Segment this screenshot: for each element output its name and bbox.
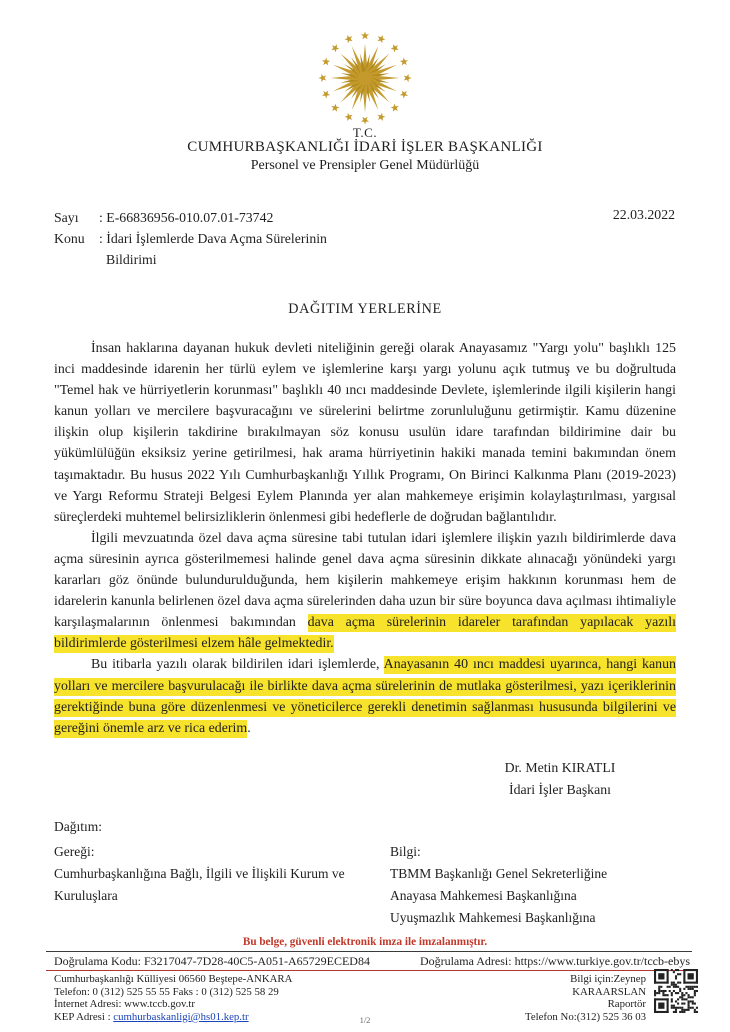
internet-line: İnternet Adresi: www.tccb.gov.tr bbox=[54, 998, 196, 1011]
page-number: 1/2 bbox=[359, 1015, 371, 1025]
distribution-geregi-column bbox=[54, 841, 390, 929]
distribution-block bbox=[54, 816, 676, 929]
konu-row bbox=[54, 228, 327, 249]
sayi-row bbox=[54, 207, 327, 228]
sayi-label: Sayı bbox=[54, 210, 79, 225]
konu-label: Konu bbox=[54, 231, 85, 246]
contact-person-line: Bilgi için:Zeynep bbox=[570, 973, 646, 985]
konu-row-2 bbox=[54, 249, 327, 270]
header-tc: T.C. bbox=[352, 125, 378, 140]
presidential-seal-icon bbox=[317, 30, 413, 126]
document-date: 22.03.2022 bbox=[612, 207, 675, 222]
paragraph-2-text: İlgili mevzuatında özel dava açma süresine tabi tutulan idari işlemlere ilişkin yazılı bildirimlerde dava açma süresinin ayrıca gösterilmemesi halinde genel dava açma süresinin dikkate alınacağı yönündeki yargı kararları göz önünde bulundurulduğunda, hem kişilerin mahkemeye erişim hakkının korunması hem de idarelerin kanunla belirlenen özel dava açma sürelerinden daha uzun bir süre boyunca dava açılması ihtimaliyle karşılaşmalarının önlenmesi bakımından bbox=[54, 530, 676, 631]
phone-line: Telefon: 0 (312) 525 55 55 Faks : 0 (312) 525 58 29 bbox=[54, 985, 279, 998]
paragraph-1-text: İnsan haklarına dayanan hukuk devleti niteliğinin gereği olarak Anayasamız "Yargı yolu" başlıklı 125 inci maddesinde idarenin her türlü eylem ve işlemlerine karşı yargı yolunu açık tutmuş ve bu doğrultuda "Temel hak ve hürriyetlerin korunması" başlıklı 40 ıncı maddesinde Devlete, işlemlerinde ilgili kişilerin hangi kanun yolları ve mercilere başvuracağını ve sürelerini belirtme zorunluluğunu getirmiştir. Kamu düzenine ilişkin olup kişilerin takdirine bırakılmayan söz konusu usulün idare tarafından bildirimine dair bu yükümlülüğün eksiksiz yerine getirilmesi, hak arama hürriyetinin hakiki manada temini bakımından önem taşımaktadır. Bu husus 2022 Yılı Cumhurbaşkanlığı Yıllık Programı, On Birinci Kalkınma Planı (2019-2023) ve Yargı Reformu Strateji Belgesi Eylem Planında yer alan mahkemeye erişimin kolaylaştırılması, yargısal süreçlerdeki muhtemel belirsizliklerin önlenmesi gibi hedeflerle de doğrudan bağlantılıdır. bbox=[54, 341, 676, 525]
bilgi-label: Bilgi: bbox=[390, 844, 421, 859]
kep-label: KEP Adresi : bbox=[54, 1010, 114, 1023]
qr-code-icon bbox=[654, 969, 698, 1013]
paragraph-1 bbox=[54, 338, 676, 528]
verification-address: Doğrulama Adresi: https://www.turkiye.gov.tr/tccb-ebys bbox=[419, 954, 690, 968]
contact-person-line: Raportör bbox=[607, 998, 646, 1011]
document-meta bbox=[54, 207, 327, 270]
bilgi-item: Uyuşmazlık Mahkemesi Başkanlığına bbox=[390, 910, 596, 925]
paragraph-2 bbox=[54, 528, 676, 655]
konu-value-line1: : İdari İşlemlerde Dava Açma Sürelerinin bbox=[99, 231, 327, 246]
konu-value-line2: Bildirimi bbox=[106, 252, 157, 267]
paragraph-3-text: Bu itibarla yazılı olarak bildirilen idari işlemlerde, bbox=[91, 657, 384, 673]
distribution-title: Dağıtım: bbox=[54, 819, 102, 834]
contact-person-line: Telefon No:(312) 525 36 03 bbox=[525, 1010, 646, 1023]
footer-divider-top bbox=[46, 951, 692, 952]
contact-person-line: KARAARSLAN bbox=[572, 985, 646, 998]
address-line: Cumhurbaşkanlığı Külliyesi 06560 Beştepe-ANKARA bbox=[54, 973, 293, 985]
bilgi-item: TBMM Başkanlığı Genel Sekreterliğine bbox=[390, 866, 608, 881]
header-title: CUMHURBAŞKANLIĞI İDARİ İŞLER BAŞKANLIĞI bbox=[187, 139, 543, 155]
verification-code: Doğrulama Kodu: F3217047-7D28-40C5-A051-A65729ECED84 bbox=[54, 954, 370, 968]
footer-divider-red bbox=[46, 970, 692, 971]
letter-body bbox=[54, 338, 676, 739]
esignature-notice: Bu belge, güvenli elektronik imza ile imzalanmıştır. bbox=[242, 936, 488, 948]
distribution-bilgi-column bbox=[390, 841, 676, 929]
paragraph-3-tail: . bbox=[247, 720, 251, 736]
signer-name: Dr. Metin KIRATLI bbox=[504, 760, 616, 775]
highlighted-text-1: dava açma sürelerinin idareler tarafından yapılacak yazılı bildirimlerde gösterilmesi elzem hâle gelmektedir. bbox=[54, 615, 676, 652]
geregi-text: Cumhurbaşkanlığına Bağlı, İlgili ve İlişkili Kurum ve Kuruluşlara bbox=[54, 866, 345, 903]
signer-title: İdari İşler Başkanı bbox=[509, 781, 611, 797]
signature-block bbox=[445, 757, 675, 800]
header-subtitle: Personel ve Prensipler Genel Müdürlüğü bbox=[250, 158, 480, 173]
bilgi-item: Anayasa Mahkemesi Başkanlığına bbox=[390, 888, 577, 903]
paragraph-3 bbox=[54, 654, 676, 738]
geregi-label: Gereği: bbox=[54, 844, 95, 859]
salutation: DAĞITIM YERLERİNE bbox=[288, 301, 442, 317]
highlighted-text-2: Anayasanın 40 ıncı maddesi uyarınca, hangi kanun yolları ve mercilere başvurulacağı ile birlikte dava açma sürelerinin de mutlaka gösterilmesi, yazı içeriklerinin gerektiğinde buna göre düzenlenmesi ve yöneticilerce gerekli denetimin sağlanması hususunda bilgilerini ve gereğini önemle arz ve rica ederim bbox=[54, 657, 676, 736]
verification-row bbox=[54, 954, 690, 969]
kep-email-link[interactable]: cumhurbaskanligi@hs01.kep.tr bbox=[113, 1010, 249, 1023]
sayi-value: : E-66836956-010.07.01-73742 bbox=[99, 210, 274, 225]
